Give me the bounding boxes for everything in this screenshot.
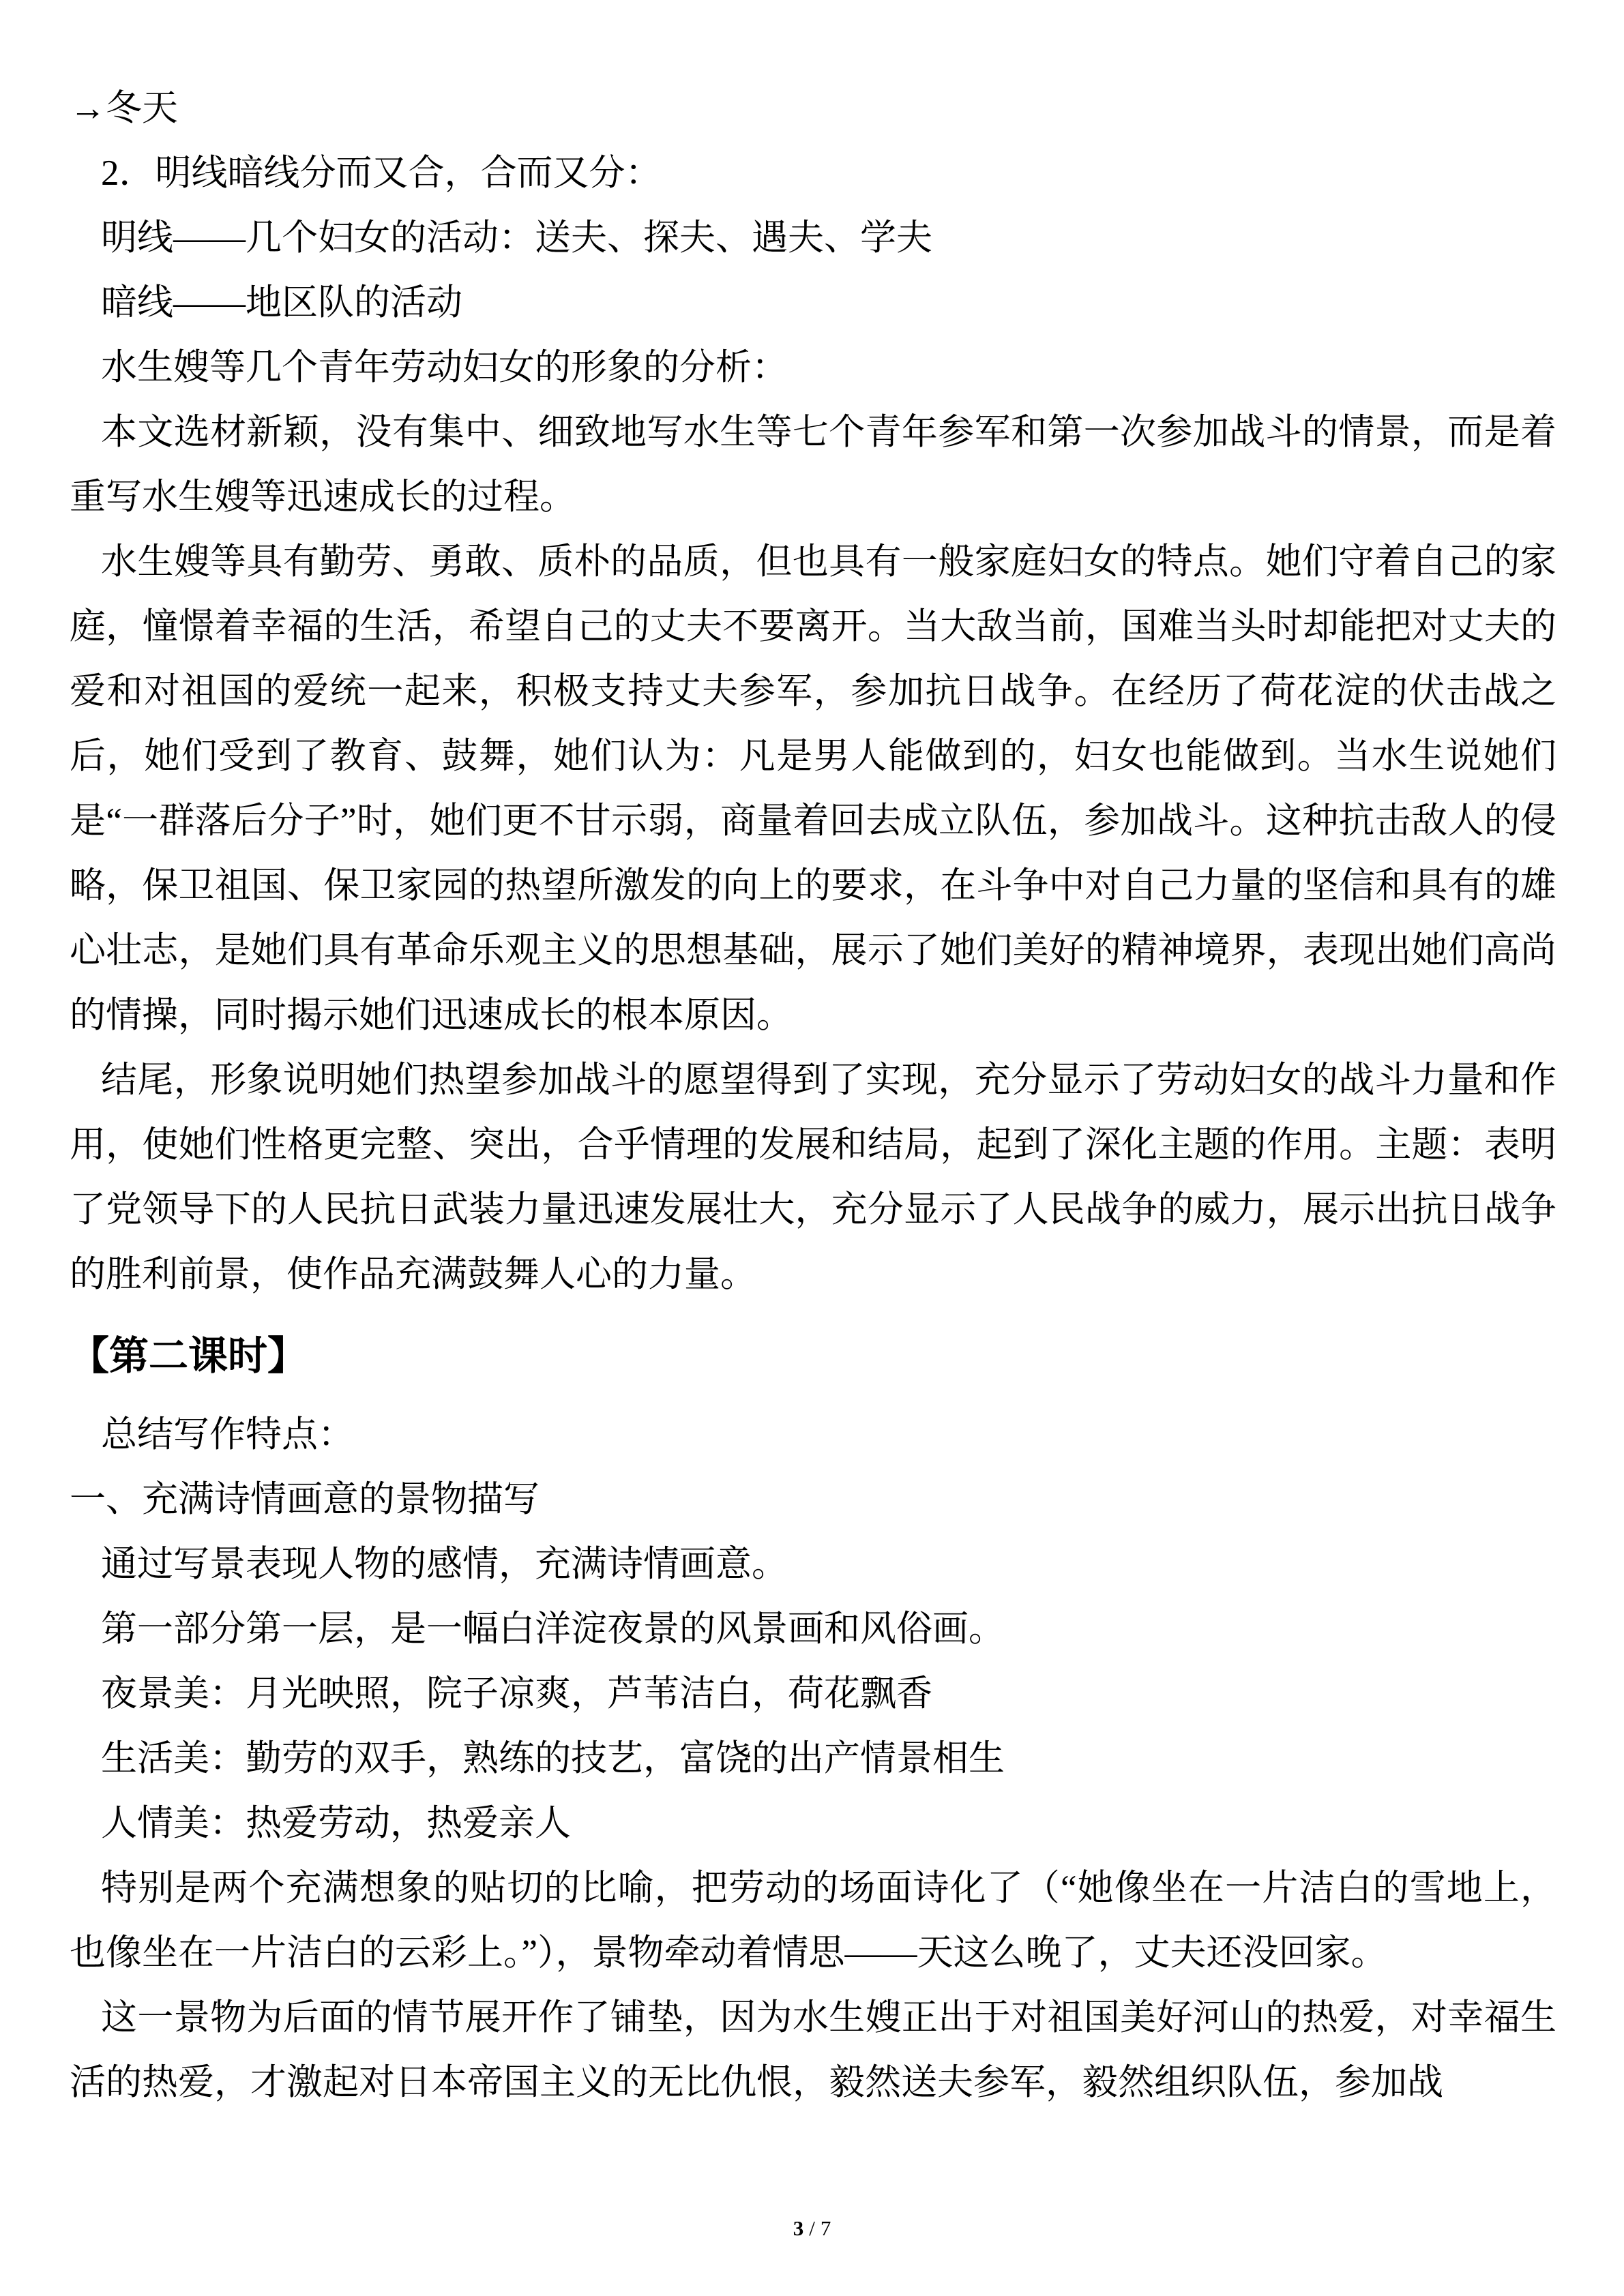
- paragraph: 特别是两个充满想象的贴切的比喻，把劳动的场面诗化了（“她像坐在一片洁白的雪地上，也像坐在一片洁白的云彩上。”），景物牵动着情思——天这么晚了，丈夫还没回家。: [70, 1868, 1556, 1973]
- page-total: 7: [820, 2216, 831, 2240]
- list-line: 暗线——地区队的活动: [101, 283, 462, 323]
- topic-line: 总结写作特点：: [101, 1415, 354, 1455]
- paragraph: 水生嫂等具有勤劳、勇敢、质朴的品质，但也具有一般家庭妇女的特点。她们守着自己的家庭，憧憬着幸福的生活，希望自己的丈夫不要离开。当大敌当前，国难当头时却能把对丈夫的爱和对祖国的爱统一起来，积极支持丈夫参军，参加抗日战争。在经历了荷花淀的伏击战之后，她们受到了教育、鼓舞，她们认为：凡是男人能做到的，妇女也能做到。当水生说她们是“一群落后分子”时，她们更不甘示弱，商量着回去成立队伍，参加战斗。这种抗击敌人的侵略，保卫祖国、保卫家园的热望所激发的向上的要求，在斗争中对自己力量的坚信和具有的雄心壮志，是她们具有革命乐观主义的思想基础，展示了她们美好的精神境界，表现出她们高尚的情操，同时揭示她们迅速成长的根本原因。: [70, 542, 1556, 1035]
- list-line: 明线——几个妇女的活动：送夫、探夫、遇夫、学夫: [101, 218, 932, 258]
- list-line: 生活美：勤劳的双手，熟练的技艺，富饶的出产情景相生: [101, 1739, 1005, 1778]
- section-heading: 【第二课时】: [70, 1334, 308, 1378]
- page-separator: /: [809, 2216, 815, 2240]
- paragraph: 这一景物为后面的情节展开作了铺垫，因为水生嫂正出于对祖国美好河山的热爱，对幸福生活的热爱，才激起对日本帝国主义的无比仇恨，毅然送夫参军，毅然组织队伍，参加战: [70, 1998, 1556, 2102]
- subsection-title: 一、充满诗情画意的景物描写: [70, 1480, 540, 1519]
- topic-line: 水生嫂等几个青年劳动妇女的形象的分析：: [101, 348, 788, 387]
- document-body: [70, 76, 1556, 2115]
- numbered-item: 2．明线暗线分而又合，合而又分：: [101, 153, 662, 193]
- page-number: 3: [793, 2216, 804, 2240]
- paragraph: 结尾，形象说明她们热望参加战斗的愿望得到了实现，充分显示了劳动妇女的战斗力量和作用，使她们性格更完整、突出，合乎情理的发展和结局，起到了深化主题的作用。主题：表明了党领导下的人民抗日武装力量迅速发展壮大，充分显示了人民战争的威力，展示出抗日战争的胜利前景，使作品充满鼓舞人心的力量。: [70, 1060, 1556, 1294]
- list-line: 人情美：热爱劳动，热爱亲人: [101, 1804, 571, 1843]
- text-line: 通过写景表现人物的感情，充满诗情画意。: [101, 1545, 788, 1584]
- text-line: 第一部分第一层，是一幅白洋淀夜景的风景画和风俗画。: [101, 1609, 1005, 1649]
- continued-line: →冬天: [70, 89, 178, 128]
- list-line: 夜景美：月光映照，院子凉爽，芦苇洁白，荷花飘香: [101, 1674, 932, 1714]
- paragraph: 本文选材新颖，没有集中、细致地写水生等七个青年参军和第一次参加战斗的情景，而是着重写水生嫂等迅速成长的过程。: [70, 413, 1556, 517]
- page-footer: [0, 2216, 1624, 2241]
